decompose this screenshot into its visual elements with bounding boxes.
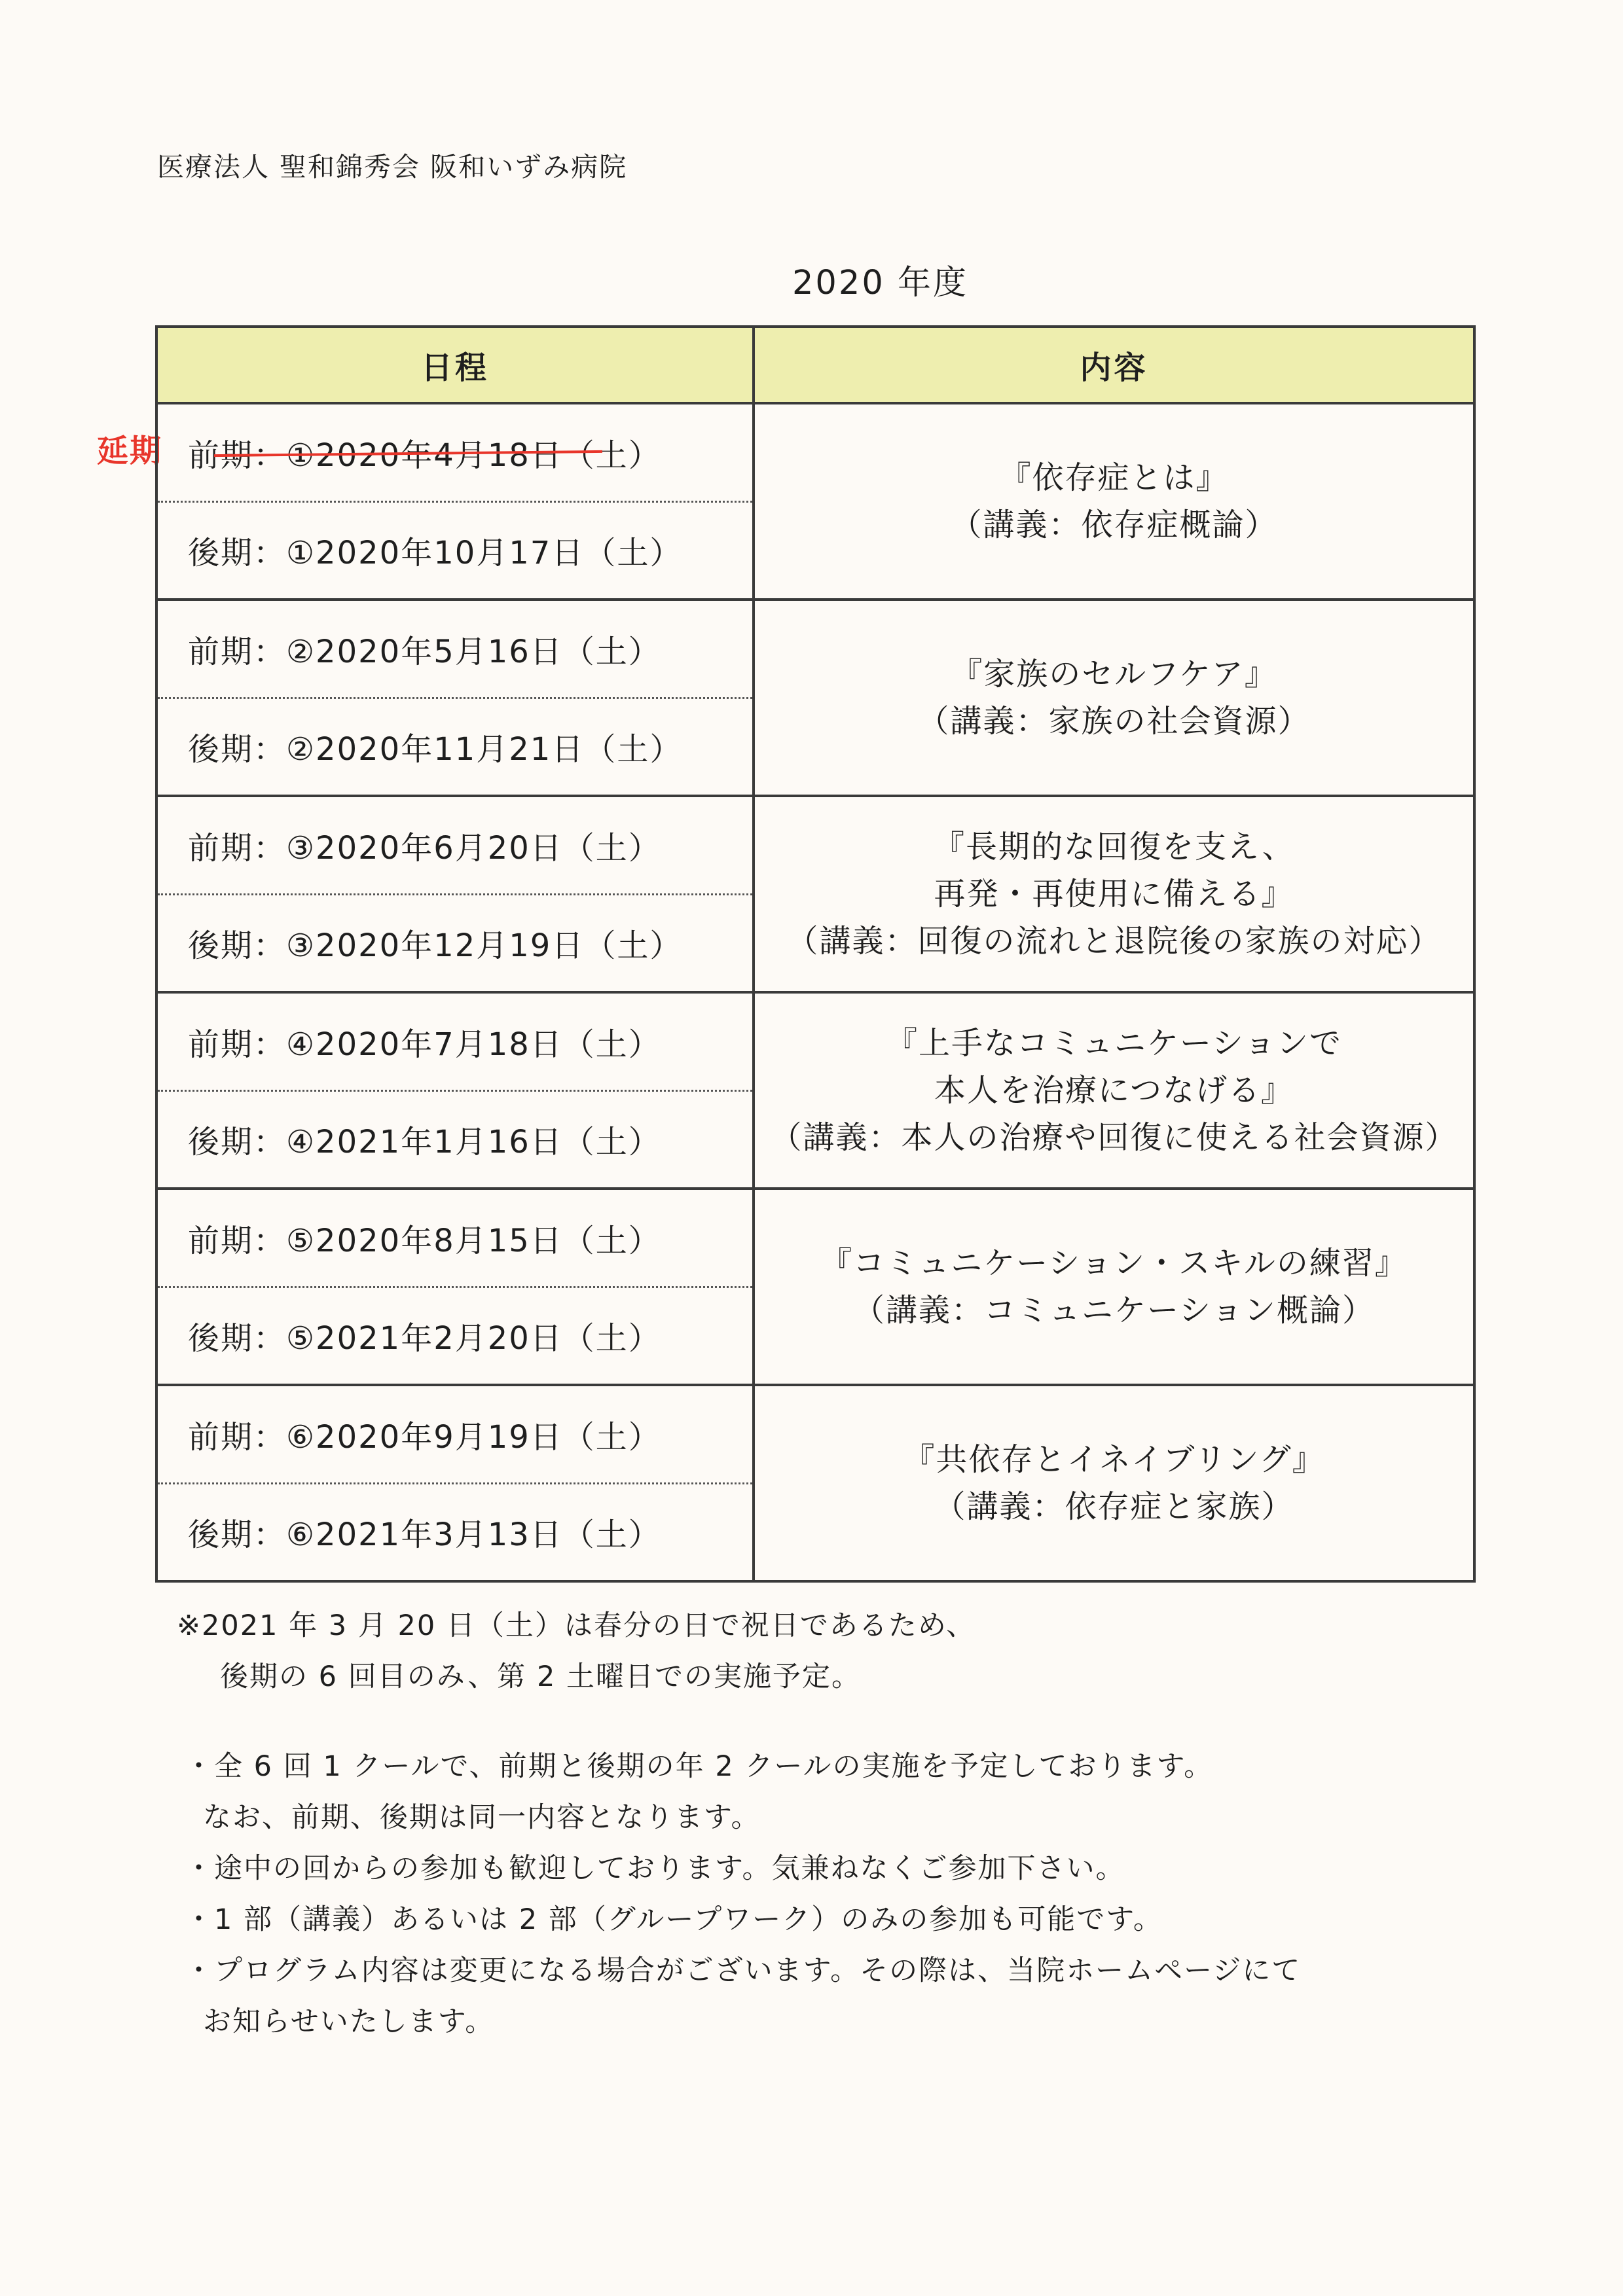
session-content — [754, 1189, 1474, 1385]
second-term-date: 後期：⑤2021年2月20日（土） — [156, 1287, 754, 1385]
list-item: ・全 6 回 1 クールで、前期と後期の年 2 クールの実施を予定しております。 — [185, 1750, 1214, 1783]
list-item: なお、前期、後期は同一内容となります。 — [203, 1801, 761, 1834]
list-item: ・1 部（講義）あるいは 2 部（グループワーク）のみの参加も可能です。 — [185, 1903, 1163, 1936]
organization-name: 医療法人 聖和錦秀会 阪和いずみ病院 — [157, 151, 628, 183]
session-content — [754, 1385, 1474, 1581]
footnote — [177, 1600, 976, 1702]
postponed-label: 延期 — [97, 433, 163, 469]
first-term-date: 前期：⑤2020年8月15日（土） — [156, 1189, 754, 1287]
session-content — [754, 600, 1474, 796]
date-text: 前期：①2020年4月18日（土） — [188, 437, 661, 474]
first-term-date: 前期：②2020年5月16日（土） — [156, 600, 754, 698]
lecture-topic: （講義：依存症概論） — [950, 507, 1278, 543]
session-content — [754, 403, 1474, 600]
session-title: 『共依存とイネイブリング』 — [903, 1441, 1325, 1478]
list-item: ・プログラム内容は変更になる場合がございます。その際は、当院ホームページにて — [185, 1954, 1302, 1987]
lecture-topic: （講義：家族の社会資源） — [917, 703, 1311, 740]
header-content: 内容 — [754, 327, 1474, 403]
lecture-topic: （講義：本人の治療や回復に使える社会資源） — [770, 1119, 1458, 1156]
session-content — [754, 796, 1474, 992]
first-term-date — [156, 403, 754, 501]
list-item: ・途中の回からの参加も歓迎しております。気兼ねなくご参加下さい。 — [185, 1852, 1125, 1885]
session-title-cont: 再発・再使用に備える』 — [934, 876, 1294, 912]
session-title: 『家族のセルフケア』 — [951, 656, 1277, 692]
session-title: 『上手なコミュニケーションで — [885, 1025, 1343, 1062]
second-term-date: 後期：④2021年1月16日（土） — [156, 1090, 754, 1189]
notes-list — [185, 1741, 1301, 2047]
table-row — [156, 992, 1474, 1090]
table-row — [156, 403, 1474, 501]
session-content — [754, 992, 1474, 1189]
list-item: お知らせいたします。 — [203, 2005, 495, 2038]
lecture-topic: （講義：回復の流れと退院後の家族の対応） — [786, 923, 1442, 960]
second-term-date: 後期：②2020年11月21日（土） — [156, 698, 754, 796]
schedule-table — [155, 325, 1476, 1583]
second-term-date: 後期：③2020年12月19日（土） — [156, 894, 754, 992]
table-row — [156, 796, 1474, 894]
lecture-topic: （講義：依存症と家族） — [934, 1488, 1294, 1525]
first-term-date: 前期：③2020年6月20日（土） — [156, 796, 754, 894]
first-term-date: 前期：④2020年7月18日（土） — [156, 992, 754, 1090]
footnote-line: 後期の 6 回目のみ、第 2 土曜日での実施予定。 — [220, 1660, 861, 1693]
footnote-line: ※2021 年 3 月 20 日（土）は春分の日で祝日であるため、 — [177, 1609, 976, 1642]
lecture-topic: （講義：コミュニケーション概論） — [852, 1292, 1376, 1329]
fiscal-year-title: 2020 年度 — [792, 264, 968, 302]
session-title-cont: 本人を治療につなげる』 — [934, 1072, 1294, 1109]
session-title: 『長期的な回復を支え、 — [933, 829, 1295, 865]
table-row — [156, 600, 1474, 698]
header-schedule: 日程 — [156, 327, 754, 403]
second-term-date: 後期：⑥2021年3月13日（土） — [156, 1483, 754, 1581]
table-row — [156, 1189, 1474, 1287]
second-term-date: 後期：①2020年10月17日（土） — [156, 501, 754, 600]
cancelled-date — [188, 430, 661, 475]
session-title: 『コミュニケーション・スキルの練習』 — [820, 1245, 1408, 1282]
first-term-date: 前期：⑥2020年9月19日（土） — [156, 1385, 754, 1483]
session-title: 『依存症とは』 — [999, 459, 1229, 496]
table-row — [156, 1385, 1474, 1483]
